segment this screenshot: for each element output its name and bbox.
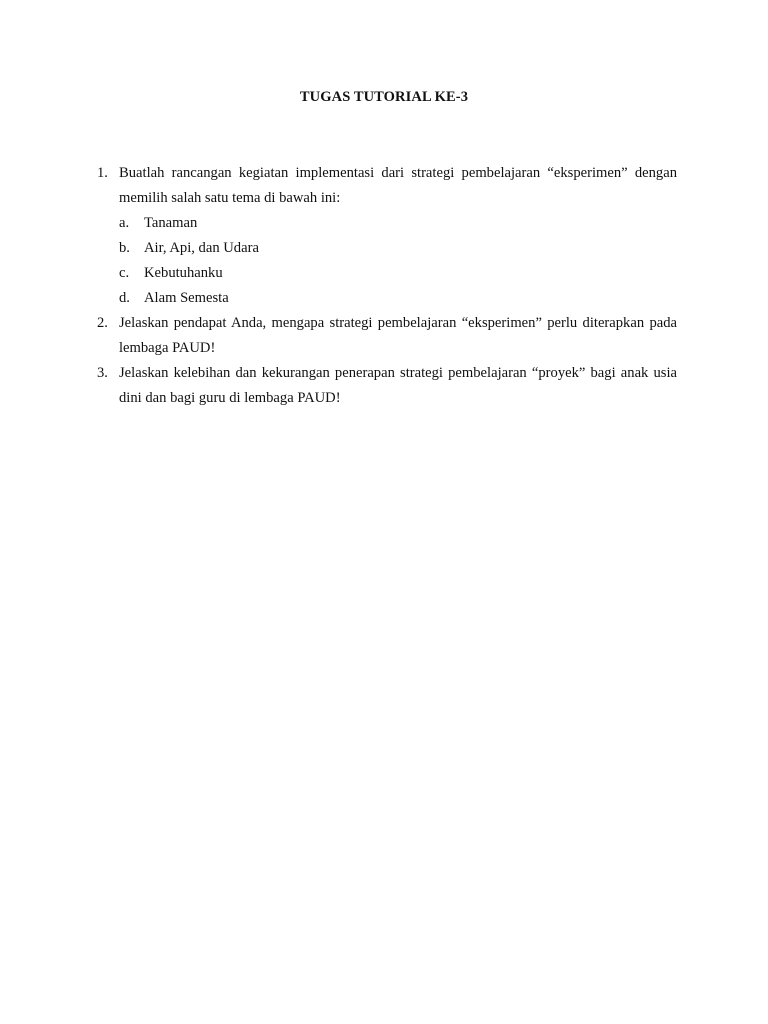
option-b — [119, 236, 677, 261]
question-1-text: Buatlah rancangan kegiatan implementasi dari strategi pembelajaran “eksperimen” dengan memilih salah satu tema di bawah ini: — [119, 165, 677, 206]
question-3-text: Jelaskan kelebihan dan kekurangan penerapan strategi pembelajaran “proyek” bagi anak usia dini dan bagi guru di lembaga PAUD! — [119, 365, 677, 406]
option-d — [119, 286, 677, 311]
question-list — [97, 161, 677, 411]
option-d-letter: d. — [119, 290, 130, 306]
question-2 — [97, 311, 677, 361]
document-title: TUGAS TUTORIAL KE-3 — [299, 89, 469, 105]
option-b-text: Air, Api, dan Udara — [144, 240, 259, 256]
question-1-options — [119, 211, 677, 311]
option-a-letter: a. — [119, 215, 130, 231]
option-a-text: Tanaman — [144, 215, 198, 231]
question-3 — [97, 361, 677, 411]
option-c-text: Kebutuhanku — [144, 265, 223, 281]
option-c-letter: c. — [119, 265, 130, 281]
question-1 — [97, 161, 677, 311]
option-a — [119, 211, 677, 236]
question-2-number: 2. — [97, 315, 108, 331]
question-3-number: 3. — [97, 365, 108, 381]
question-1-number: 1. — [97, 165, 108, 181]
option-d-text: Alam Semesta — [144, 290, 229, 306]
option-c — [119, 261, 677, 286]
option-b-letter: b. — [119, 240, 130, 256]
question-2-text: Jelaskan pendapat Anda, mengapa strategi pembelajaran “eksperimen” perlu diterapkan pada lembaga PAUD! — [119, 315, 677, 356]
